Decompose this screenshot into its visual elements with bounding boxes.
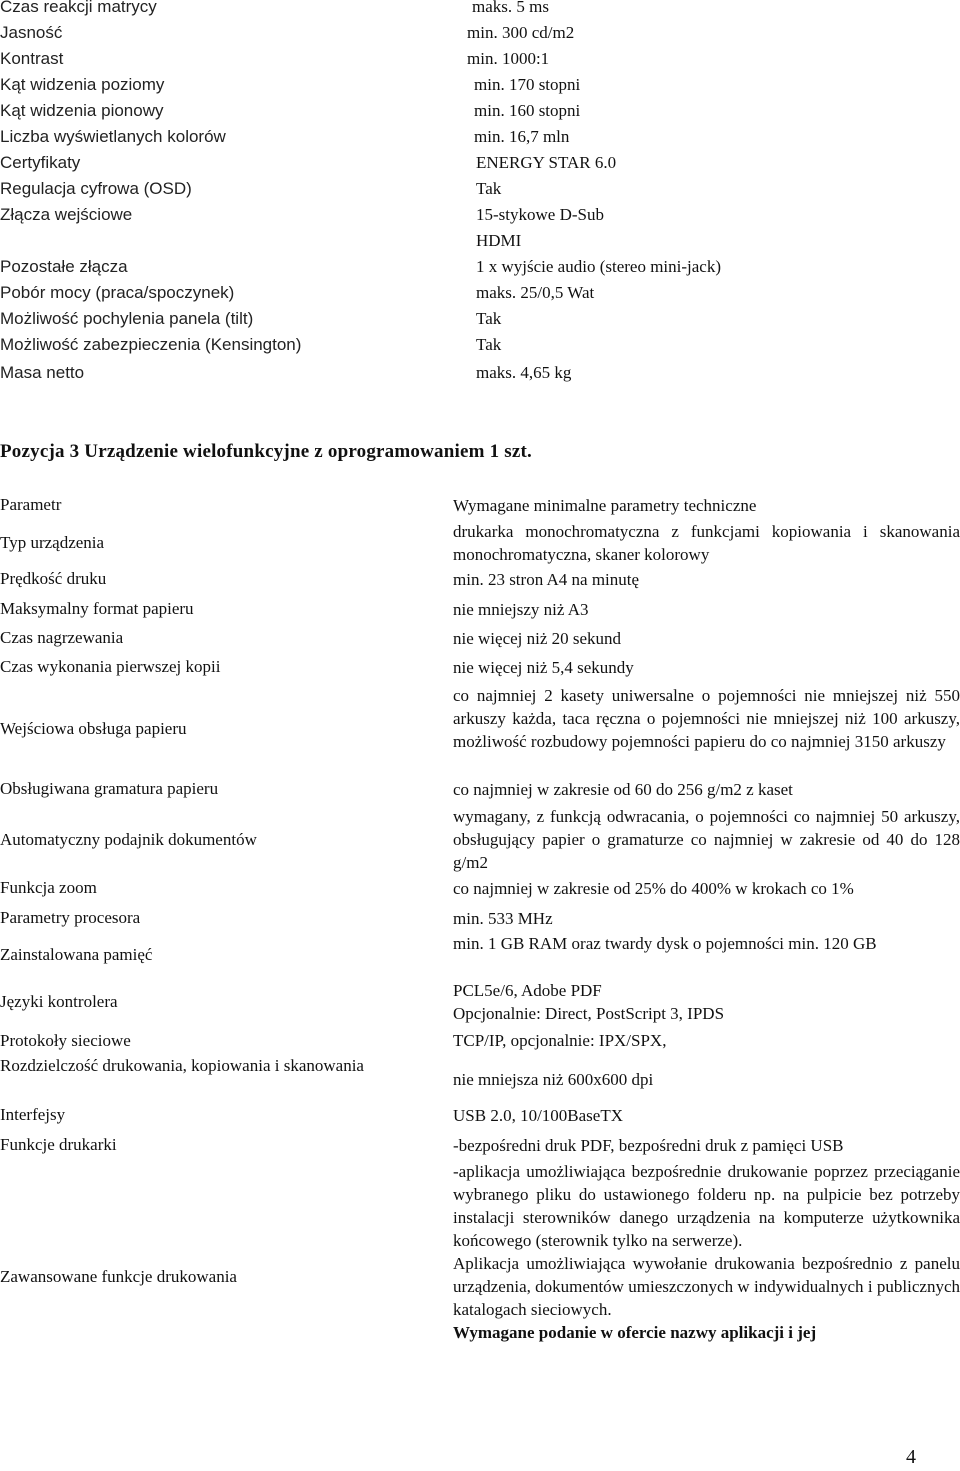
- param-cell: Czas nagrzewania: [0, 628, 124, 647]
- spec-row: [0, 228, 960, 254]
- spec-value: min. 170 stopni: [474, 75, 581, 94]
- spec-value: ENERGY STAR 6.0: [476, 153, 617, 172]
- param-cell: Funkcja zoom: [0, 878, 97, 897]
- param-cell: Wejściowa obsługa papieru: [0, 719, 187, 738]
- param-cell: Maksymalny format papieru: [0, 599, 194, 618]
- spec-label: Pozostałe złącza: [0, 257, 128, 276]
- spec-label: Czas reakcji matrycy: [0, 0, 157, 16]
- spec-value: Tak: [476, 335, 502, 354]
- req-cell: -aplikacja umożliwiająca bezpośrednie drukowanie poprzez przeciąganie wybranego pliku do ustawionego folderu np. na pulpicie bez potrzeby instalacji sterowników danego urządzenia na komputerze użytkownika końcowego (sterownik tylko na serwerze). Aplikacja umożliwiająca wywołanie drukowania bezpośrednio z panelu urządzenia, dokumentów umieszczonych w indywidualnych i publicznych katalogach sieciowych. Wymagane podanie w ofercie nazwy aplikacji i jej: [453, 1162, 960, 1342]
- req-cell: min. 23 stron A4 na minutę: [453, 570, 640, 589]
- param-cell: Interfejsy: [0, 1105, 66, 1124]
- spec-label: Kąt widzenia poziomy: [0, 75, 165, 94]
- req-cell: nie mniejsza niż 600x600 dpi: [453, 1070, 654, 1089]
- spec-value: 1 x wyjście audio (stereo mini-jack): [476, 257, 722, 276]
- spec-value: maks. 25/0,5 Wat: [476, 283, 595, 302]
- req-cell: -bezpośredni druk PDF, bezpośredni druk z pamięci USB: [453, 1136, 844, 1155]
- req-cell: drukarka monochromatyczna z funkcjami kopiowania i skanowania monochromatyczna, skaner kolorowy: [453, 522, 960, 564]
- spec-label: Złącza wejściowe: [0, 205, 133, 224]
- req-cell: TCP/IP, opcjonalnie: IPX/SPX,: [453, 1031, 667, 1050]
- spec-row: [0, 254, 960, 280]
- spec-value: 15-stykowe D-Sub: [476, 205, 604, 224]
- req-cell: USB 2.0, 10/100BaseTX: [453, 1106, 623, 1125]
- param-cell: Zainstalowana pamięć: [0, 945, 153, 964]
- param-cell: Funkcje drukarki: [0, 1135, 117, 1154]
- param-cell: Zawansowane funkcje drukowania: [0, 1267, 237, 1286]
- spec-value: maks. 4,65 kg: [476, 363, 572, 382]
- req-cell: nie więcej niż 20 sekund: [453, 629, 622, 648]
- section-heading: Pozycja 3 Urządzenie wielofunkcyjne z oprogramowaniem 1 szt.: [0, 441, 532, 462]
- spec-label: Pobór mocy (praca/spoczynek): [0, 283, 235, 302]
- spec-value: min. 160 stopni: [474, 101, 581, 120]
- spec-label: Regulacja cyfrowa (OSD): [0, 179, 192, 198]
- spec-row: [0, 306, 960, 332]
- req-cell: nie mniejszy niż A3: [453, 600, 589, 619]
- req-cell: co najmniej w zakresie od 60 do 256 g/m2 z kaset: [453, 780, 793, 799]
- param-cell: Automatyczny podajnik dokumentów: [0, 830, 257, 849]
- spec-row: [0, 98, 960, 124]
- spec-label: Możliwość pochylenia panela (tilt): [0, 309, 254, 328]
- spec-row: [0, 202, 960, 228]
- spec-row: [0, 150, 960, 176]
- spec-label: Możliwość zabezpieczenia (Kensington): [0, 335, 302, 354]
- spec-value: Tak: [476, 179, 502, 198]
- spec-label: Kontrast: [0, 49, 64, 68]
- spec-row: [0, 0, 960, 20]
- spec-value: min. 16,7 mln: [474, 127, 570, 146]
- param-header: Parametr: [0, 495, 62, 514]
- spec-row: [0, 124, 960, 150]
- req-cell: min. 533 MHz: [453, 909, 553, 928]
- param-cell: Prędkość druku: [0, 569, 107, 588]
- spec-label: Liczba wyświetlanych kolorów: [0, 127, 226, 146]
- spec-row: [0, 72, 960, 98]
- spec-row: [0, 280, 960, 306]
- param-cell: Czas wykonania pierwszej kopii: [0, 657, 221, 676]
- param-cell: Rozdzielczość drukowania, kopiowania i skanowania: [0, 1056, 364, 1075]
- req-cell: wymagany, z funkcją odwracania, o pojemności co najmniej 50 arkuszy, obsługujący papier o gramaturze co najmniej w zakresie od 40 do 128 g/m2: [453, 807, 960, 872]
- req-cell: co najmniej 2 kasety uniwersalne o pojemności nie mniejszej niż 550 arkuszy każda, taca ręczna o pojemności nie mniejszej niż 100 arkuszy, możliwość rozbudowy pojemności papieru do co najmniej 3150 arkuszy: [453, 686, 960, 751]
- spec-value: min. 1000:1: [467, 49, 550, 68]
- spec-value: Tak: [476, 309, 502, 328]
- spec-row: [0, 360, 960, 386]
- req-cell: min. 1 GB RAM oraz twardy dysk o pojemności min. 120 GB: [453, 934, 877, 953]
- page-number: 4: [906, 1446, 916, 1468]
- spec-row: [0, 20, 960, 46]
- spec-label: Jasność: [0, 23, 63, 42]
- req-cell: nie więcej niż 5,4 sekundy: [453, 658, 634, 677]
- req-cell: PCL5e/6, Adobe PDF Opcjonalnie: Direct, PostScript 3, IPDS: [453, 981, 725, 1023]
- req-header: Wymagane minimalne parametry techniczne: [453, 496, 757, 515]
- req-cell: co najmniej w zakresie od 25% do 400% w krokach co 1%: [453, 879, 854, 898]
- spec-value: maks. 5 ms: [472, 0, 549, 16]
- spec-value: min. 300 cd/m2: [467, 23, 575, 42]
- spec-label: Masa netto: [0, 363, 85, 382]
- spec-row: [0, 332, 960, 358]
- param-cell: Protokoły sieciowe: [0, 1031, 131, 1050]
- spec-row: [0, 46, 960, 72]
- param-cell: Typ urządzenia: [0, 533, 105, 552]
- param-cell: Obsługiwana gramatura papieru: [0, 779, 219, 798]
- spec-row: [0, 176, 960, 202]
- spec-value: HDMI: [476, 231, 522, 250]
- spec-label: Kąt widzenia pionowy: [0, 101, 164, 120]
- spec-label: Certyfikaty: [0, 153, 81, 172]
- param-cell: Parametry procesora: [0, 908, 141, 927]
- param-cell: Języki kontrolera: [0, 992, 118, 1011]
